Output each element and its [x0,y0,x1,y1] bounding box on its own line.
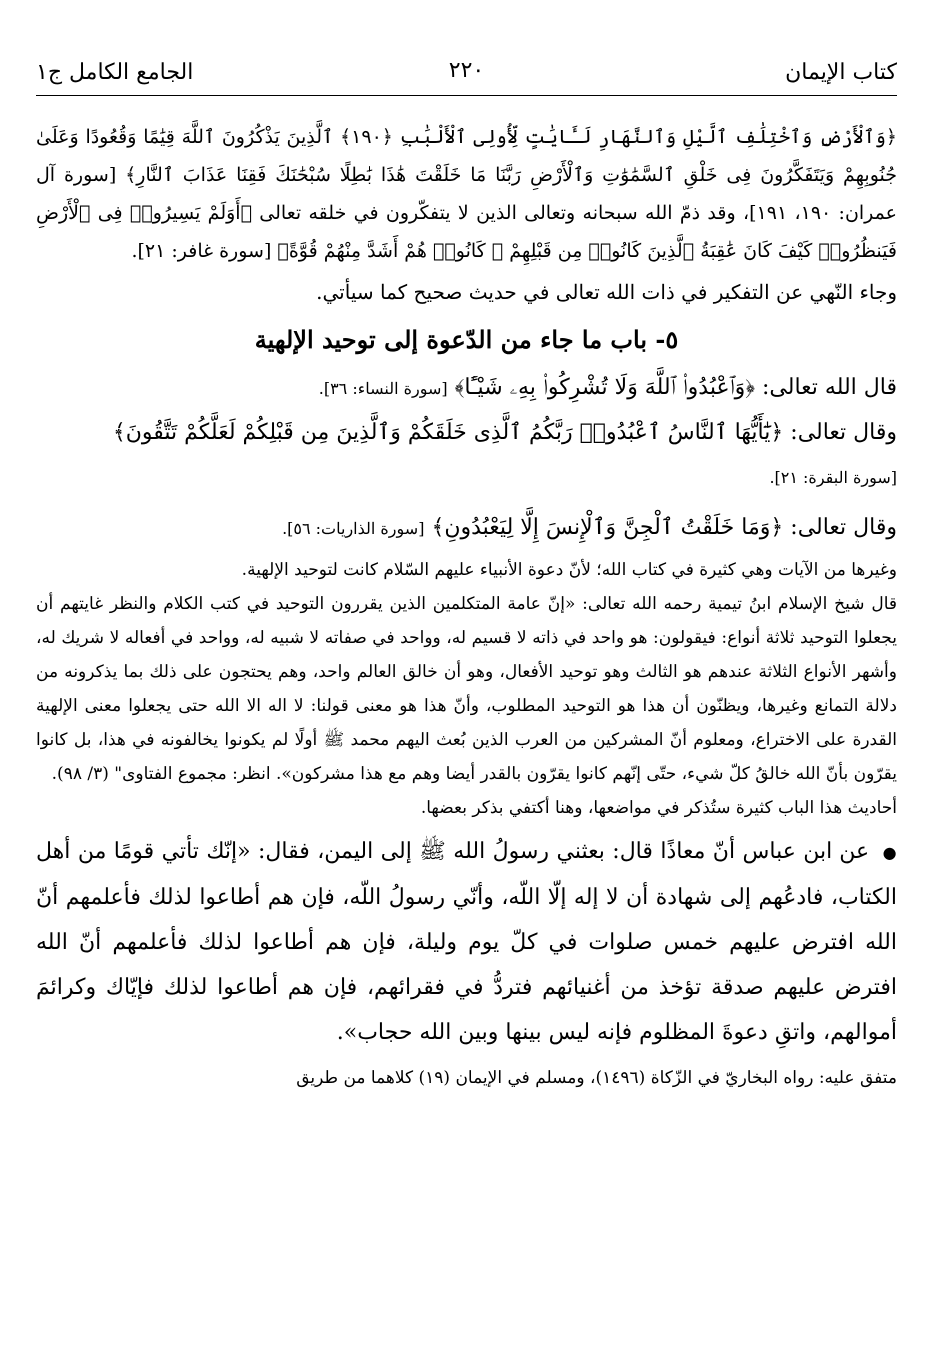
hadith-body: عن ابن عباس أنّ معاذًا قال: بعثني رسولُ الله ﷺ إلى اليمن، فقال: «إنّك تأتي قومًا من أهل الكتاب، فادعُهم إلى شهادة أن لا إله إلّا اللّه، وأنّي رسولُ اللّه، فإن هم أطاعوا لذلك فأعلمهم أنّ الله افترض عليهم خمس صلوات في كلّ يوم وليلة، فإن هم أطاعوا لذلك فأعلمهم أنّ الله افترض عليهم صدقة تؤخذ من أغنيائهم فتردُّ في فقرائهم، فإن هم أطاعوا لذلك فإيّاك وكرائمَ أموالهم، واتقِ دعوةَ المظلوم فإنه ليس بينها وبين الله حجاب». [36,839,897,1045]
verse-reference: [سورة البقرة: ٢١]. [769,468,897,487]
page-header [36,52,897,96]
hadith-text [36,829,897,1055]
page-number: ٢٢٠ [448,58,485,83]
book-volume-title: الجامع الكامل ج١ [36,60,194,85]
page-body [36,118,897,1095]
verse-quote-3 [36,506,897,551]
verse-quote-2 [36,411,897,500]
verse-intro: قال الله تعالى: [762,375,897,400]
book-section-title: كتاب الإيمان [785,60,897,85]
verse-intro: وقال تعالى: [790,515,897,540]
quran-passage-paragraph: ﴿وَٱلْأَرْضِ وَٱخْتِلَٰفِ ٱلَّيْلِ وَٱلنَّهَارِ لَـَٔايَٰتٍ لِّأُولِى ٱلْأَلْبَٰبِ ﴿١٩٠﴾ ٱلَّذِينَ يَذْكُرُونَ ٱللَّهَ قِيَٰمًا وَقُعُودًا وَعَلَىٰ جُنُوبِهِمْ وَيَتَفَكَّرُونَ فِى خَلْقِ ٱلسَّمَٰوَٰتِ وَٱلْأَرْضِ رَبَّنَا مَا خَلَقْتَ هَٰذَا بَٰطِلًا سُبْحَٰنَكَ فَقِنَا عَذَابَ ٱلنَّارِ﴾ [سورة آل عمران: ١٩٠، ١٩١]، وقد ذمّ الله سبحانه وتعالى الذين لا يتفكّرون في خلقه تعالى ﴿أَوَلَمْ يَسِيرُوا۟ فِى ٱلْأَرْضِ فَيَنظُرُوا۟ كَيْفَ كَانَ عَٰقِبَةُ ٱلَّذِينَ كَانُوا۟ مِن قَبْلِهِمْ ۚ كَانُوا۟ هُمْ أَشَدَّ مِنْهُمْ قُوَّةً﴾ [سورة غافر: ٢١]. [36,126,898,262]
header-rule [36,95,897,96]
ibn-taymiyyah-quote: قال شيخ الإسلام ابنُ تيمية رحمه الله تعالى: «إنّ عامة المتكلمين الذين يقررون التوحيد في كتب الكلام والنظر غايتهم أن يجعلوا التوحيد ثلاثة أنواع: فيقولون: هو واحد في ذاته لا قسيم له، وواحد في صفاته لا شبيه له، وواحد في أفعاله لا شريك له، وأشهر الأنواع الثلاثة عندهم هو الثالث وهو توحيد الأفعال، وهو أن خالق العالم واحد، وهم يحتجون على ذلك بما يذكرونه من دلالة التمانع وغيرها، ويظنّون أن هذا هو التوحيد المطلوب، وأنّ هذا هو معنى قولنا: لا اله الا الله حتى يجعلوا معنى الإلهية القدرة على الاختراع، ومعلوم أنّ المشركين من العرب الذين بُعث اليهم محمد ﷺ أولًا لم يكونوا يخالفونه في هذا، بل كانوا يقرّون بأنّ الله خالقُ كلّ شيء، حتّى إنّهم كانوا يقرّون بالقدر أيضا وهم مع هذا مشركون». انظر: مجموع الفتاوى" (٣/ ٩٨). [36,594,897,784]
verse-quote-1 [36,366,897,411]
verse-reference: [سورة النساء: ٣٦]. [318,379,448,398]
verse-reference: [سورة الذاريات: ٥٦]. [282,519,425,538]
verse-intro: وقال تعالى: [790,420,897,445]
body-paragraph: أحاديث هذا الباب كثيرة ستُذكر في مواضعها، وهنا أكتفي بذكر بعضها. [420,798,897,818]
body-paragraph: وغيرها من الآيات وهي كثيرة في كتاب الله؛ لأنّ دعوة الأنبياء عليهم السّلام كانت لتوحيد الإلهية. [241,560,897,580]
verse-text: ﴿وَٱعْبُدُوا۟ ٱللَّهَ وَلَا تُشْرِكُوا۟ بِهِۦ شَيْـًٔا﴾ [454,375,756,400]
verse-text: ﴿يَٰٓأَيُّهَا ٱلنَّاسُ ٱعْبُدُوا۟ رَبَّكُمُ ٱلَّذِى خَلَقَكُمْ وَٱلَّذِينَ مِن قَبْلِكُمْ لَعَلَّكُمْ تَتَّقُونَ﴾ [112,420,784,445]
note-paragraph: وجاء النّهي عن التفكير في ذات الله تعالى في حديث صحيح كما سيأتي. [316,280,897,304]
bullet-icon: ● [882,843,897,862]
takhrij-paragraph: متفق عليه: رواه البخاريّ في الزّكاة (١٤٩٦)، ومسلم في الإيمان (١٩) كلاهما من طريق [296,1068,897,1088]
chapter-heading: ٥- باب ما جاء من الدّعوة إلى توحيد الإلهية [254,325,679,354]
verse-text: ﴿وَمَا خَلَقْتُ ٱلْجِنَّ وَٱلْإِنسَ إِلَّا لِيَعْبُدُونِ﴾ [431,515,784,540]
